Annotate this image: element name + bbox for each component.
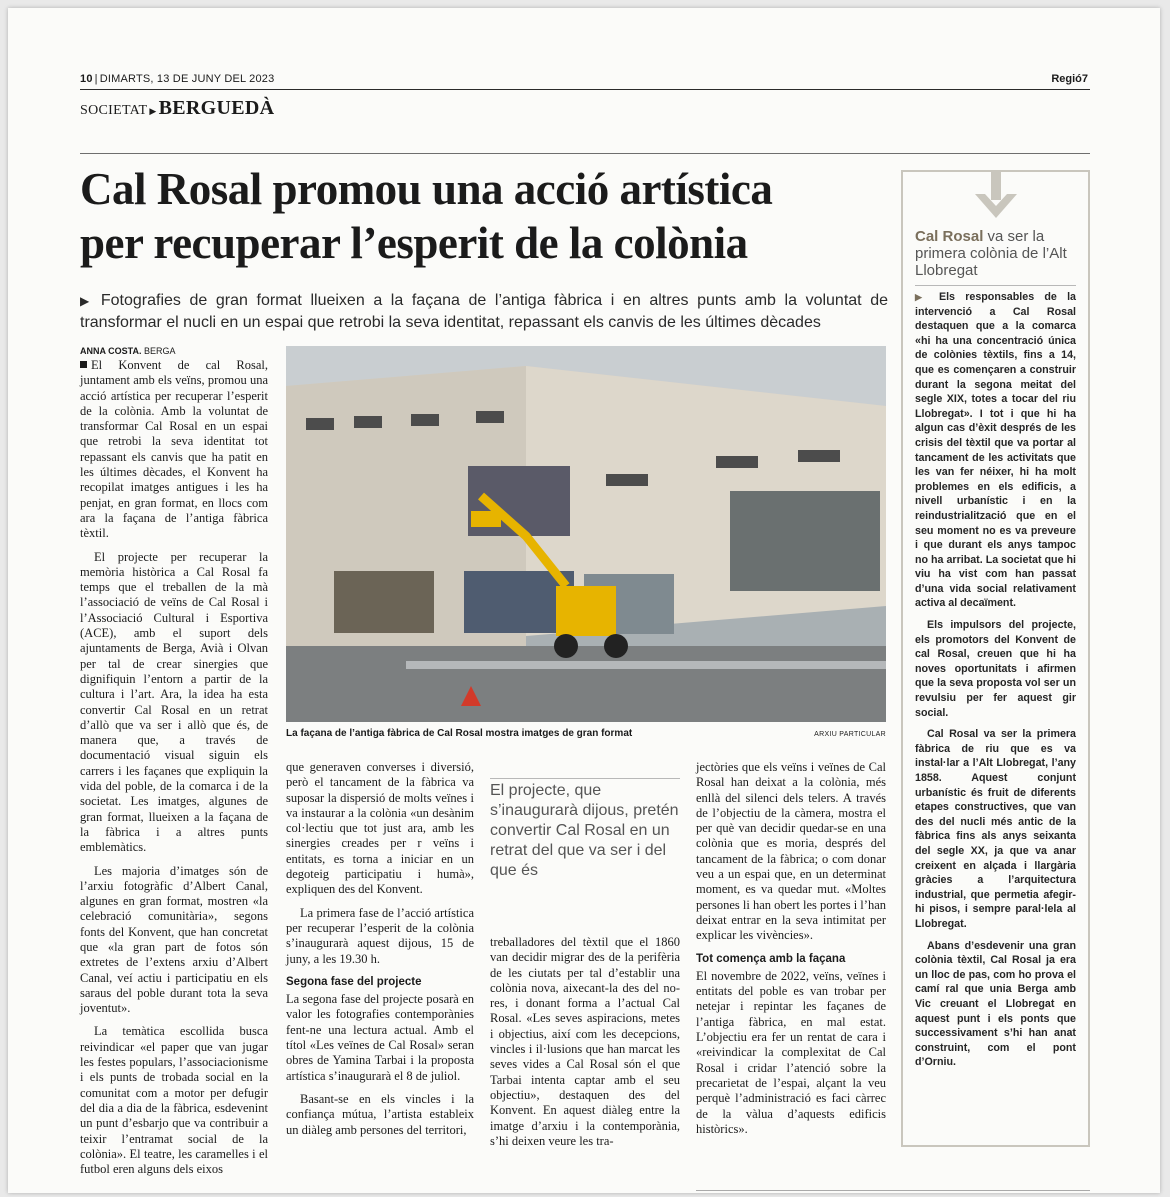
paragraph: Basant-se en els vincles i la confiança mútua, l’artista estableix un diàleg amb persones del territori, <box>286 1091 474 1137</box>
facade-photo <box>286 346 886 722</box>
paragraph: La primera fase de l’acció artística per recuperar l’esperit de la colònia s’inaugurarà aquest dijous, 15 de juny, a les 19.30 h. <box>286 905 474 966</box>
sidebar-title-highlight: Cal Rosal <box>915 228 984 245</box>
paragraph: El projecte per recuperar la memòria històrica a Cal Rosal fa temps que el treballen de la mà l’associació de veïns de Cal Rosal i l’Associació Cultural i Esportiva (ACE), amb el suport dels ajuntaments de Berga, Avià i Olvan per tal de crear sinergies que dignifiquin l’entorn a partir de la cultura i l’art. Ara, la idea ha esta convertir Cal Rosal en un retrat d’allò que va ser i allò que és, de manera que, a través de documentació visual siguin els carrers i les façanes que expliquin la vida del poble, de la comarca i de la societat. Les imatges, algunes de gran format, llueixen a la façana de la fàbrica i a altres punts emblemàtics. <box>80 549 268 855</box>
headline <box>80 162 890 270</box>
issue-date: DIMARTS, 13 DE JUNY DEL 2023 <box>99 73 275 85</box>
paragraph: Cal Rosal va ser la primera fàbrica de riu que es va instal·lar a l’Alt Llobregat, l’any 1858. Aquest conjunt urbanístic és fruit de diferents etapes constructives, que van des del nucli més antic de la fàbrica fins als anys seixanta del segle XX, ja que va anar creixent en alçada i llargària gràcies a l’arquitectura industrial, que permetia afegir-hi pisos, i sempre paral·lela al Llobregat. <box>915 728 1076 930</box>
section-label <box>80 97 274 120</box>
sidebar-title-rest: va ser la primera colònia de l’Alt Llobregat <box>915 228 1067 279</box>
paragraph: La segona fase del projecte posarà en valor les fotografies contemporànies fent-ne una lectura actual. Amb el títol «Les veïnes de Cal Rosal» seran obres de Yamina Tarbai i la proposta artística s’inaugurarà el 8 de juliol. <box>286 992 474 1083</box>
deck-text: Fotografies de gran format llueixen a la façana de l’antiga fàbrica i en altres punts amb la voluntat de transformar el nucli en un espai que retrobi la seva identitat, repassant els canvis de les últimes dècades <box>80 292 889 331</box>
down-arrow-icon <box>973 170 1019 220</box>
paragraph: Abans d’esdevenir una gran colònia tèxtil, Cal Rosal ja era un lloc de pas, com ho prova el camí ral que unia Berga amb Vic creuant el Llobregat en aquest punt i els ponts que successivament s’hi han anat construint, com el pont d’Orniu. <box>915 939 1076 1069</box>
paragraph: El novembre de 2022, veïns, veïnes i entitats del poble es van trobar per netejar i repintar les façanes de l’antiga fàbrica, en mal estat. L’objectiu era fer un rentat de cara i «reivindicar la complexitat de Cal Rosal i cridar l’atenció sobre la precarietat de l’espai, alçant la veu perquè l’administració es faci càrrec de la vàlua d’aquests edificis històrics». <box>696 968 886 1136</box>
headline-line-1: Cal Rosal promou una acció artística <box>80 164 773 214</box>
article-column-2 <box>286 760 474 1160</box>
article-column-4 <box>696 760 886 1160</box>
page-number: 10 <box>80 73 93 85</box>
caption-text: La façana de l’antiga fàbrica de Cal Rosal mostra imatges de gran format <box>286 728 633 739</box>
sidebar-arrow-icon: ▶ <box>915 292 939 302</box>
paragraph: que generaven converses i diversió, però el tancament de la fàbrica va suposar la dispersió de molts veïnes i va instaurar a la colònia «un desànim col·lectiu que tot just ara, amb les sinergies creades per r veïns i entitats, es torna a iniciar en un degoteig participatiu i humà», expliquen des del Konvent. <box>286 760 474 897</box>
paragraph: La temàtica escollida busca reivindicar «el paper que van jugar les festes populars, l’associacionisme i els punts de trobada social en la comunitat com a motor per defugir del dia a dia de la fàbrica, esdevenint un punt d’esbarjo que va contribuir a teixir l’entramat social de la colònia». El teatre, les caramelles i el futbol eren alguns dels eixos <box>80 1024 268 1177</box>
bottom-rule <box>696 1190 1090 1191</box>
article-column-3 <box>490 935 680 1160</box>
subhead-facade: Tot comença amb la façana <box>696 952 846 965</box>
paragraph: treballadores del tèxtil que el 1860 van decidir migrar des de la perifèria de les ciutats per tal d’establir una colònia nova, aixecant-la des del no-res, i donant forma a l’actual Cal Rosal. «Les seves aspiracions, metes i objectius, així com les decepcions, vincles i il·lusions que han marcat les seves vides a Cal Rosal són el que Tarbai intenta captar amb el seu objectiu», destaquen des del Konvent. En aquest diàleg entre la imatge d’arxiu i la contemporània, s’hi deixen veure les tra- <box>490 935 680 1148</box>
subhead-second-phase: Segona fase del projecte <box>286 975 422 988</box>
paragraph: ▶ Els responsables de la intervenció a Cal Rosal destaquen que a la comarca «hi ha una concentració única de colònies tèxtils, fins a 14, que es començaren a construir durant la segona meitat del segle XIX, totes a tocar del riu Llobregat». I tot i que hi ha algun cas d’èxit després de les crisis del tèxtil que va portar al tancament de les activitats que les van fer néixer, hi ha molt problemes en els edificis, a nivell urbanístic i en la reindustrialització que en el seu moment no es va preveure i que durant els anys tampoc no ha arribat. La societat que hi viu ha vist com han passat d’una vida social relativament activa al decaïment. <box>915 291 1076 610</box>
factory-facade-illustration <box>286 346 886 722</box>
paragraph: jectòries que els veïns i veïnes de Cal Rosal han deixat a la colònia, més enllà del silenci dels telers. A través de l’objectiu de la càmera, mostra el per què van decidir quedar-se en una colònia que es moria, després del tancament de la fàbrica; o com donar veu a un espai que, en un determinat moment, es va quedar mut. «Moltes persones li han obert les portes i l’han deixat entrar en la seva intimitat per explicar les vivències». <box>696 760 886 943</box>
headline-line-2: per recuperar l’esperit de la colònia <box>80 218 748 268</box>
article-deck <box>80 290 888 334</box>
section-name: SOCIETAT <box>80 103 148 118</box>
pull-quote: El projecte, que s’inaugurarà dijous, pretén convertir Cal Rosal en un retrat del que va ser i del que és <box>490 778 680 881</box>
article-column-1 <box>80 358 268 1177</box>
photo-caption <box>286 728 886 739</box>
lead-square-icon <box>80 361 87 368</box>
newspaper-name: Regió7 <box>1051 73 1088 85</box>
paragraph: Les majoria d’imatges són de l’arxiu fotogràfic d’Albert Canal, algunes en gran format, mostren «la celebració comunitària», segons fonts del Konvent, que han concretat que «la gran part de fotos són extretes de l’extens arxiu d’Albert Canal, veí actiu i participatiu en els saraus del poble durant tota la seva joventut». <box>80 863 268 1016</box>
deck-arrow-icon: ▶ <box>80 294 101 308</box>
paragraph: El Konvent de cal Rosal, juntament amb els veïns, promou una acció artística per recuperar l’esperit de la colònia. Amb la voluntat de transformar Cal Rosal en un espai que retrobi la seva identitat tot repassant els canvis que ha patit en les últimes dècades, el Konvent ha recopilat imatges antigues i les ha penjat, en gran format, en llocs com ara la façana de l’antiga fàbrica tèxtil. <box>80 358 268 541</box>
sidebar-title <box>915 228 1076 279</box>
byline <box>80 346 176 356</box>
sidebar-body <box>915 290 1076 1070</box>
sidebar-rule <box>915 285 1076 286</box>
sidebar-box <box>901 170 1090 1147</box>
section-arrow-icon: ▶ <box>149 106 157 116</box>
region-name: BERGUEDÀ <box>158 97 275 119</box>
page-header: 10 | DIMARTS, 13 DE JUNY DEL 2023 <box>80 73 275 85</box>
photo-credit: ARXIU PARTICULAR <box>814 731 886 738</box>
header-rule <box>80 89 1090 90</box>
byline-author: ANNA COSTA. <box>80 346 142 356</box>
paragraph: Els impulsors del projecte, els promotors del Konvent de cal Rosal, creuen que hi ha noves oportunitats i afirmen que la seva proposta vol ser un revulsiu per fer aquest gir social. <box>915 619 1076 719</box>
section-rule <box>80 153 1090 154</box>
byline-place: BERGA <box>144 346 176 356</box>
